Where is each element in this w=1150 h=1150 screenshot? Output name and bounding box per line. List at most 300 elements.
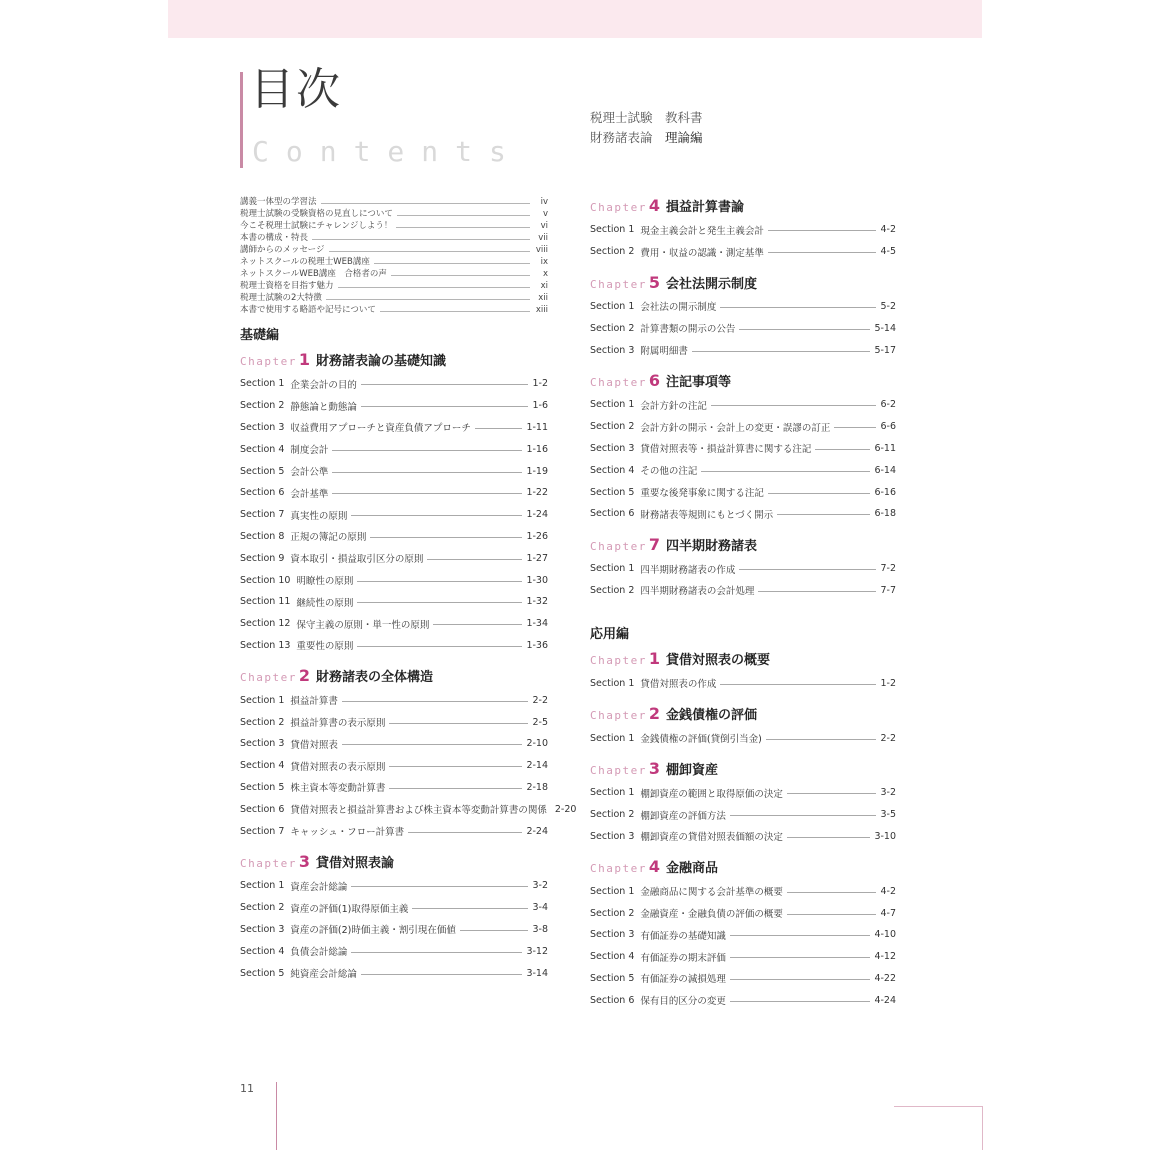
chapter-heading xyxy=(590,759,896,779)
chapter-number: 4 xyxy=(648,196,660,215)
section-number: Section 7 xyxy=(240,825,285,837)
chapter-heading xyxy=(590,649,896,669)
section-title: 棚卸資産の貸借対照表価額の決定 xyxy=(640,832,783,844)
section-title: 貸借対照表と損益計算書および株主資本等変動計算書の関係 xyxy=(290,805,547,817)
section-title: 資産の評価(1)取得原価主義 xyxy=(290,903,409,915)
dot-leader xyxy=(701,471,870,472)
front-matter-row[interactable] xyxy=(240,232,548,244)
page-title-english: Contents xyxy=(252,135,523,168)
section-number: Section 1 xyxy=(240,694,285,706)
chapter-number: 5 xyxy=(648,272,660,292)
section-title: 資産会計総論 xyxy=(290,881,348,893)
chapter-number: 2 xyxy=(298,666,310,686)
section-page: 3-5 xyxy=(880,809,896,821)
section-number: Section 1 xyxy=(590,224,635,236)
section-row[interactable] xyxy=(240,777,548,799)
section-title: 損益計算書の表示原則 xyxy=(290,718,386,730)
section-page: 1-36 xyxy=(526,639,548,651)
section-number: Section 6 xyxy=(590,508,635,520)
chapter-word: Chapter xyxy=(590,539,647,553)
section-row[interactable] xyxy=(240,919,548,941)
dot-leader xyxy=(460,930,529,931)
section-number: Section 1 xyxy=(590,677,635,689)
dot-leader xyxy=(768,252,877,253)
section-title: 有価証券の期末評価 xyxy=(640,952,726,964)
section-number: Section 3 xyxy=(240,923,285,935)
section-page: 2-24 xyxy=(526,825,548,837)
front-matter-label: 講義一体型の学習法 xyxy=(240,197,317,207)
section-row[interactable] xyxy=(590,558,896,580)
section-number: Section 8 xyxy=(240,530,285,542)
section-page: 1-26 xyxy=(526,530,548,542)
front-matter-row[interactable] xyxy=(240,304,548,316)
section-row[interactable] xyxy=(240,569,548,591)
left-chapters xyxy=(240,350,577,984)
right-chapters-basic xyxy=(590,196,896,601)
chapter-word: Chapter xyxy=(240,355,297,368)
chapter-title: 四半期財務諸表 xyxy=(666,538,758,554)
chapter-block xyxy=(590,704,896,749)
chapter-title: 貸借対照表の概要 xyxy=(666,653,771,669)
dot-leader xyxy=(361,406,529,407)
section-number: Section 7 xyxy=(240,509,285,521)
section-row[interactable] xyxy=(590,782,896,804)
section-number: Section 6 xyxy=(240,803,285,815)
dot-leader xyxy=(329,251,531,252)
section-page: 2-18 xyxy=(526,781,548,793)
section-row[interactable] xyxy=(240,940,548,962)
dot-leader xyxy=(730,1001,871,1002)
front-matter-row[interactable] xyxy=(240,208,548,220)
section-title: 静態論と動態論 xyxy=(290,401,357,413)
toc-left-column xyxy=(240,196,577,994)
dot-leader xyxy=(361,974,523,975)
dot-leader xyxy=(720,684,876,685)
section-row[interactable] xyxy=(240,504,548,526)
book-volume: 理論編 xyxy=(665,130,703,145)
page-rule xyxy=(276,1082,277,1150)
section-page: 1-2 xyxy=(880,677,896,689)
chapter-title: 財務諸表の全体構造 xyxy=(316,670,434,686)
section-page: 4-22 xyxy=(874,972,896,984)
section-page: 1-34 xyxy=(526,618,548,630)
front-matter-page: vi xyxy=(540,221,548,231)
dot-leader xyxy=(815,449,870,450)
dot-leader xyxy=(427,559,522,560)
section-number: Section 6 xyxy=(240,487,285,499)
dot-leader xyxy=(357,646,522,647)
chapter-word: Chapter xyxy=(240,671,297,685)
section-title: 附属明細書 xyxy=(640,346,688,358)
dot-leader xyxy=(768,493,871,494)
section-number: Section 11 xyxy=(240,596,291,608)
book-subject: 財務諸表論 xyxy=(590,130,653,145)
dot-leader xyxy=(389,788,522,789)
section-number: Section 10 xyxy=(240,574,291,586)
dot-leader xyxy=(332,493,522,494)
section-title: 会計公準 xyxy=(290,467,329,479)
section-number: Section 5 xyxy=(240,781,285,793)
section-row[interactable] xyxy=(590,946,896,968)
chapter-block xyxy=(590,857,896,1011)
front-matter-row[interactable] xyxy=(240,256,548,268)
chapter-word: Chapter xyxy=(590,375,647,389)
section-page: 6-6 xyxy=(880,421,896,433)
section-row[interactable] xyxy=(240,875,548,897)
section-title: 金融商品に関する会計基準の概要 xyxy=(640,887,783,899)
section-row[interactable] xyxy=(590,317,896,339)
section-row[interactable] xyxy=(590,580,896,602)
front-matter-page: viii xyxy=(535,245,548,255)
section-number: Section 1 xyxy=(590,563,635,575)
chapter-number: 4 xyxy=(648,857,660,877)
section-row[interactable] xyxy=(590,296,896,318)
section-title: 資産の評価(2)時価主義・割引現在価値 xyxy=(290,925,456,937)
section-row[interactable] xyxy=(240,635,548,657)
section-row[interactable] xyxy=(590,826,896,848)
section-row[interactable] xyxy=(590,672,896,694)
section-row[interactable] xyxy=(590,416,896,438)
section-number: Section 5 xyxy=(240,967,285,979)
section-title: 明瞭性の原則 xyxy=(296,576,354,588)
section-title: キャッシュ・フロー計算書 xyxy=(290,827,405,839)
page-title: 目次 xyxy=(250,64,342,115)
section-title: 金融資産・金融負債の評価の概要 xyxy=(640,909,783,921)
front-matter-page: ix xyxy=(540,257,548,267)
section-number: Section 3 xyxy=(590,830,635,842)
chapter-word: Chapter xyxy=(590,201,647,214)
chapter-heading xyxy=(240,666,548,686)
chapter-heading xyxy=(590,273,896,293)
chapter-title: 貸借対照表論 xyxy=(316,855,395,871)
section-title: 重要な後発事象に関する注記 xyxy=(640,488,764,500)
section-number: Section 1 xyxy=(590,399,635,411)
section-title: 純資産会計総論 xyxy=(290,969,357,981)
front-matter-page: vii xyxy=(538,233,548,243)
section-title: 貸借対照表の作成 xyxy=(640,679,717,691)
front-matter-row[interactable] xyxy=(240,196,548,208)
dot-leader xyxy=(351,952,522,953)
section-page: 7-2 xyxy=(880,563,896,575)
chapter-heading xyxy=(590,196,896,216)
dot-leader xyxy=(351,886,528,887)
section-row[interactable] xyxy=(240,373,548,395)
section-page: 4-2 xyxy=(880,885,896,897)
book-series: 税理士試験 教科書 xyxy=(590,110,703,125)
dot-leader xyxy=(766,739,877,740)
page-number: 11 xyxy=(240,1082,254,1095)
section-row[interactable] xyxy=(590,219,896,241)
section-title: 貸借対照表の表示原則 xyxy=(290,761,386,773)
section-row[interactable] xyxy=(590,459,896,481)
section-page: 4-24 xyxy=(874,994,896,1006)
dot-leader xyxy=(730,815,877,816)
book-subject-line xyxy=(590,128,703,148)
section-page: 3-2 xyxy=(880,787,896,799)
section-page: 4-12 xyxy=(874,951,896,963)
dot-leader xyxy=(342,744,523,745)
section-title: 有価証券の基礎知識 xyxy=(640,930,726,942)
section-page: 2-10 xyxy=(526,738,548,750)
right-chapters-applied xyxy=(590,649,896,1011)
section-row[interactable] xyxy=(590,438,896,460)
front-matter-label: 税理士試験の2大特徴 xyxy=(240,293,322,303)
section-page: 4-7 xyxy=(880,907,896,919)
section-page: 1-6 xyxy=(532,400,548,412)
toc-right-column xyxy=(590,196,896,1021)
dot-leader xyxy=(787,793,877,794)
chapter-number: 2 xyxy=(648,704,660,724)
dot-leader xyxy=(332,472,522,473)
chapter-title: 注記事項等 xyxy=(666,374,732,390)
dot-leader xyxy=(357,602,522,603)
section-row[interactable] xyxy=(240,755,548,777)
section-page: 4-2 xyxy=(880,224,896,236)
section-title: 負債会計総論 xyxy=(290,947,348,959)
section-number: Section 12 xyxy=(240,618,291,630)
section-number: Section 1 xyxy=(590,732,635,744)
section-row[interactable] xyxy=(240,591,548,613)
section-row[interactable] xyxy=(590,503,896,525)
section-number: Section 3 xyxy=(590,929,635,941)
section-title: 会計方針の注記 xyxy=(640,400,707,412)
front-matter-page: v xyxy=(542,209,548,219)
dot-leader xyxy=(739,569,876,570)
section-page: 7-7 xyxy=(880,584,896,596)
section-page: 6-11 xyxy=(874,442,896,454)
section-number: Section 4 xyxy=(590,464,635,476)
dot-leader xyxy=(777,514,870,515)
chapter-word: Chapter xyxy=(590,763,647,777)
front-matter-label: 講師からのメッセージ xyxy=(240,245,325,255)
section-page: 1-11 xyxy=(526,421,548,433)
dot-leader xyxy=(787,892,877,893)
dot-leader xyxy=(475,428,523,429)
chapter-title: 損益計算書論 xyxy=(666,200,745,215)
section-number: Section 9 xyxy=(240,552,285,564)
front-matter-row[interactable] xyxy=(240,280,548,292)
section-number: Section 1 xyxy=(240,378,285,390)
section-page: 2-5 xyxy=(532,716,548,728)
dot-leader xyxy=(834,427,876,428)
dot-leader xyxy=(720,307,876,308)
chapter-block xyxy=(590,535,896,602)
front-matter-label: 税理士資格を目指す魅力 xyxy=(240,281,334,291)
top-color-band xyxy=(168,0,982,38)
chapter-heading xyxy=(590,704,896,724)
dot-leader xyxy=(412,908,528,909)
section-row[interactable] xyxy=(240,733,548,755)
section-number: Section 1 xyxy=(590,885,635,897)
section-page: 4-10 xyxy=(874,929,896,941)
dot-leader xyxy=(370,537,522,538)
section-row[interactable] xyxy=(240,798,577,820)
section-row[interactable] xyxy=(240,962,548,984)
section-page: 1-32 xyxy=(526,596,548,608)
section-number: Section 2 xyxy=(240,902,285,914)
dot-leader xyxy=(351,515,522,516)
section-title: 株主資本等変動計算書 xyxy=(290,783,386,795)
section-title: 四半期財務諸表の会計処理 xyxy=(640,586,755,598)
dot-leader xyxy=(433,624,522,625)
section-title: 金銭債権の評価(貸倒引当金) xyxy=(640,734,762,746)
section-number: Section 5 xyxy=(590,486,635,498)
section-page: 1-16 xyxy=(526,443,548,455)
section-page: 3-2 xyxy=(532,880,548,892)
chapter-word: Chapter xyxy=(590,654,647,668)
section-title: 保守主義の原則・単一性の原則 xyxy=(296,619,430,631)
dot-leader xyxy=(730,957,871,958)
section-number: Section 13 xyxy=(240,639,291,651)
dot-leader xyxy=(338,287,530,288)
dot-leader xyxy=(374,263,530,264)
section-title: 継続性の原則 xyxy=(296,597,354,609)
section-title: 損益計算書 xyxy=(290,696,338,708)
front-matter-page: xiii xyxy=(535,305,548,315)
book-info xyxy=(590,108,703,148)
dot-leader xyxy=(380,311,530,312)
section-number: Section 2 xyxy=(590,246,635,258)
front-matter-label: ネットスクールWEB講座 合格者の声 xyxy=(240,269,387,279)
section-page: 2-20 xyxy=(554,803,577,815)
section-row[interactable] xyxy=(240,711,548,733)
section-number: Section 3 xyxy=(240,421,285,433)
front-matter-label: ネットスクールの税理士WEB講座 xyxy=(240,257,370,267)
section-row[interactable] xyxy=(590,241,896,263)
dot-leader xyxy=(397,215,530,216)
front-matter-row[interactable] xyxy=(240,220,548,232)
section-page: 3-12 xyxy=(526,945,548,957)
dot-leader xyxy=(389,723,528,724)
section-number: Section 3 xyxy=(240,738,285,750)
chapter-word: Chapter xyxy=(590,862,647,876)
section-page: 6-14 xyxy=(874,464,896,476)
section-number: Section 5 xyxy=(240,465,285,477)
section-row[interactable] xyxy=(240,547,548,569)
section-page: 1-30 xyxy=(526,574,548,586)
section-page: 1-22 xyxy=(526,487,548,499)
section-number: Section 1 xyxy=(590,787,635,799)
section-row[interactable] xyxy=(590,804,896,826)
dot-leader xyxy=(730,935,871,936)
section-title: 費用・収益の認識・測定基準 xyxy=(640,247,764,259)
section-number: Section 3 xyxy=(590,344,635,356)
section-title: 資本取引・損益取引区分の原則 xyxy=(290,554,424,566)
section-title: 四半期財務諸表の作成 xyxy=(640,564,736,576)
chapter-heading xyxy=(240,852,548,872)
chapter-title: 財務諸表論の基礎知識 xyxy=(316,354,447,369)
chapter-number: 3 xyxy=(648,758,660,778)
chapter-title: 会社法開示制度 xyxy=(666,276,758,292)
section-page: 2-2 xyxy=(532,694,548,706)
chapter-number: 3 xyxy=(298,851,310,871)
dot-leader xyxy=(758,591,876,592)
chapter-block xyxy=(590,649,896,694)
dot-leader xyxy=(332,450,522,451)
front-matter-label: 税理士試験の受験資格の見直しについて xyxy=(240,209,393,219)
section-page: 5-17 xyxy=(874,344,896,356)
chapter-number: 7 xyxy=(648,534,660,554)
section-row[interactable] xyxy=(590,902,896,924)
section-row[interactable] xyxy=(590,880,896,902)
section-row[interactable] xyxy=(240,460,548,482)
front-matter-list xyxy=(240,196,548,316)
section-number: Section 2 xyxy=(240,716,285,728)
section-row[interactable] xyxy=(240,395,548,417)
section-number: Section 1 xyxy=(590,300,635,312)
chapter-block xyxy=(590,196,896,263)
section-title: 有価証券の減損処理 xyxy=(640,974,726,986)
section-number: Section 4 xyxy=(590,951,635,963)
chapter-word: Chapter xyxy=(240,856,297,870)
section-row[interactable] xyxy=(590,394,896,416)
section-page: 2-14 xyxy=(526,760,548,772)
section-title: 現金主義会計と発生主義会計 xyxy=(640,225,764,237)
section-title: 会社法の開示制度 xyxy=(640,302,717,314)
front-matter-page: iv xyxy=(540,197,548,207)
section-row[interactable] xyxy=(590,924,896,946)
section-page: 5-2 xyxy=(880,300,896,312)
section-row[interactable] xyxy=(590,968,896,990)
section-number: Section 3 xyxy=(590,442,635,454)
section-row[interactable] xyxy=(240,526,548,548)
section-title: 棚卸資産の範囲と取得原価の決定 xyxy=(640,788,783,800)
front-matter-row[interactable] xyxy=(240,268,548,280)
front-matter-row[interactable] xyxy=(240,292,548,304)
section-number: Section 2 xyxy=(240,400,285,412)
section-title: 貸借対照表等・損益計算書に関する注記 xyxy=(640,444,812,456)
dot-leader xyxy=(711,405,877,406)
section-number: Section 2 xyxy=(590,421,635,433)
part-heading-basic: 基礎編 xyxy=(240,328,280,343)
section-row[interactable] xyxy=(240,820,548,842)
chapter-number: 6 xyxy=(648,370,660,390)
section-title: 会計方針の開示・会計上の変更・誤謬の訂正 xyxy=(640,422,831,434)
section-row[interactable] xyxy=(590,989,896,1011)
section-row[interactable] xyxy=(590,727,896,749)
chapter-word: Chapter xyxy=(590,709,647,723)
chapter-number: 1 xyxy=(648,649,660,669)
section-row[interactable] xyxy=(240,417,548,439)
section-page: 1-24 xyxy=(526,509,548,521)
front-matter-label: 本書の構成・特長 xyxy=(240,233,309,243)
section-row[interactable] xyxy=(590,339,896,361)
section-number: Section 5 xyxy=(590,972,635,984)
part-heading-applied: 応用編 xyxy=(590,627,630,643)
chapter-title: 棚卸資産 xyxy=(666,762,719,778)
chapter-heading xyxy=(240,350,548,370)
front-matter-row[interactable] xyxy=(240,244,548,256)
section-row[interactable] xyxy=(240,482,548,504)
section-page: 2-2 xyxy=(880,732,896,744)
section-page: 6-16 xyxy=(874,486,896,498)
front-matter-page: x xyxy=(542,269,548,279)
dot-leader xyxy=(389,766,522,767)
dot-leader xyxy=(357,581,522,582)
section-page: 4-5 xyxy=(880,246,896,258)
section-number: Section 4 xyxy=(240,945,285,957)
section-row[interactable] xyxy=(240,897,548,919)
section-row[interactable] xyxy=(240,689,548,711)
section-title: 企業会計の目的 xyxy=(290,379,357,391)
section-row[interactable] xyxy=(240,438,548,460)
section-row[interactable] xyxy=(240,613,548,635)
chapter-heading xyxy=(590,371,896,391)
section-row[interactable] xyxy=(590,481,896,503)
dot-leader xyxy=(321,203,530,204)
chapter-title: 金銭債権の評価 xyxy=(666,708,758,724)
dot-leader xyxy=(408,832,522,833)
